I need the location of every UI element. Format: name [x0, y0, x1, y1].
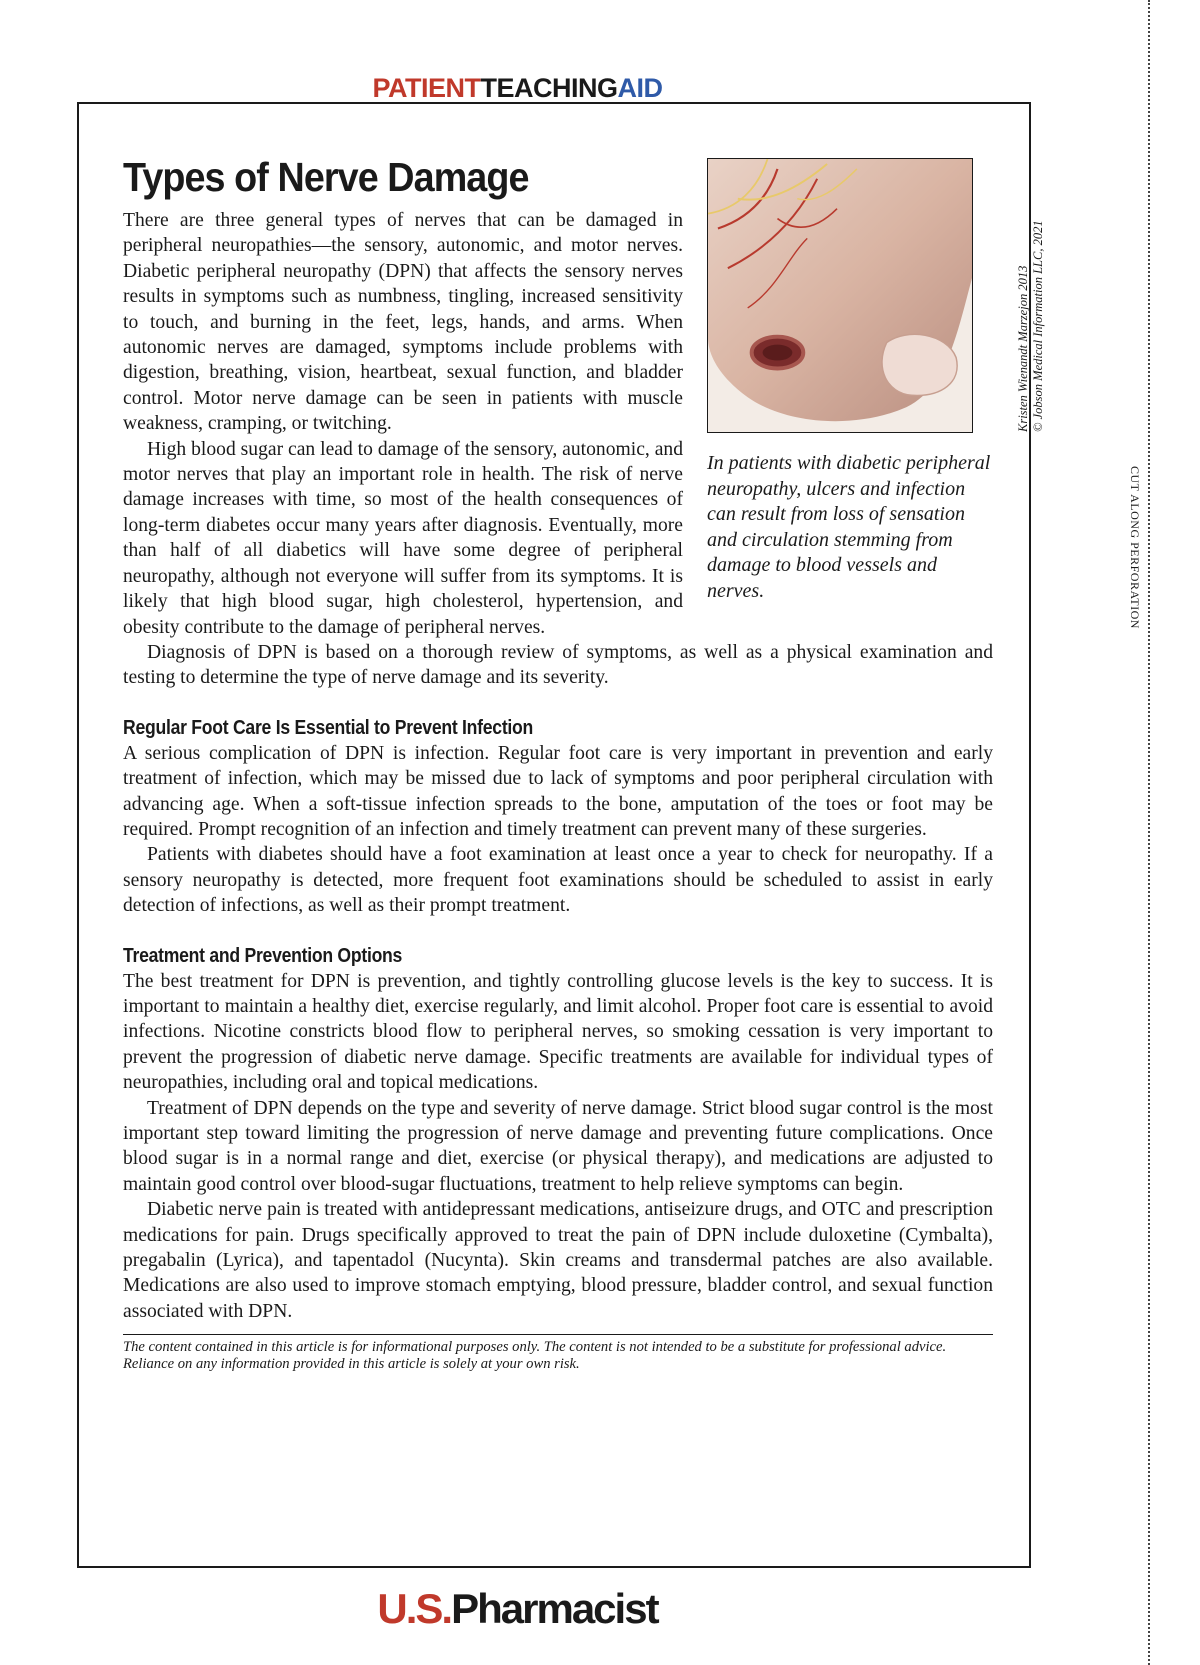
foot-care-paragraph-1: A serious complication of DPN is infection. Regular foot care is very important in prevention and early treatment of infection, which may be missed due to lack of symptoms and poor peripheral circulation with advancing age. When a soft-tissue infection spreads to the bone, amputation of the toes or foot may be required. Prompt recognition of an infection and timely treatment can prevent many of these surgeries. — [123, 742, 993, 840]
intro-paragraph-3: Diagnosis of DPN is based on a thorough review of symptoms, as well as a physical examination and testing to determine the type of nerve damage and its severity. — [123, 641, 993, 689]
logo-pharmacist: Pharmacist — [451, 1585, 658, 1632]
foot-care-paragraph-2: Patients with diabetes should have a foot examination at least once a year to check for neuropathy. If a sensory neuropathy is detected, more frequent foot examinations should be scheduled to assist in early detection of infections, as well as their prompt treatment. — [123, 844, 993, 917]
intro-paragraph-2: High blood sugar can lead to damage of the sensory, autonomic, and motor nerves that play an important role in health. The risk of nerve damage increases with time, so most of the health consequences of long-term diabetes occur many years after diagnosis. Eventually, more than half of all diabetics will have some degree of peripheral neuropathy, although not everyone will suffer from its symptoms. It is likely that high blood sugar, high cholesterol, hypertension, and obesity contribute to the damage of peripheral nerves. — [123, 438, 683, 638]
page-title: Types of Nerve Damage — [123, 154, 529, 200]
image-credit — [1016, 220, 1045, 433]
foot-care-heading: Regular Foot Care Is Essential to Prevent Infection — [123, 716, 534, 739]
article-content — [123, 150, 993, 1373]
image-credit-copyright: © Jobson Medical Information LLC, 2021 — [1031, 220, 1045, 432]
disclaimer-divider — [123, 1334, 993, 1335]
treatment-paragraph-1: The best treatment for DPN is prevention, and tightly controlling glucose levels is the key to success. It is important to maintain a healthy diet, exercise regularly, and limit alcohol. Proper foot care is essential to avoid infections. Nicotine constricts blood flow to peripheral nerves, so smoking cessation is very important to prevent the progression of diabetic nerve damage. Specific treatments are available for individual types of neuropathies, including oral and topical medications. — [123, 970, 993, 1094]
figure — [697, 150, 993, 604]
logo-us: U.S. — [377, 1585, 452, 1632]
header-title — [0, 72, 1035, 104]
cut-label-text: CUT ALONG PERFORATION — [1128, 466, 1142, 629]
treatment-paragraph-3: Diabetic nerve pain is treated with antidepressant medications, antiseizure drugs, and OTC and prescription medications for pain. Drugs specifically approved to treat the pain of DPN include duloxetine (Cymbalta), pregabalin (Lyrica), and tapentadol (Nucynta). Skin creams and transdermal patches are also available. Medications are also used to improve stomach emptying, blood pressure, bladder control, and sexual function associated with DPN. — [123, 1199, 993, 1322]
figure-caption: In patients with diabetic peripheral neuropathy, ulcers and infection can result from loss of sensation and circulation stemming from damage to blood vessels and nerves. — [707, 452, 991, 602]
cut-label — [1128, 466, 1143, 629]
header-title-aid: AID — [617, 73, 663, 103]
treatment-paragraph-2: Treatment of DPN depends on the type and severity of nerve damage. Strict blood sugar control is the most important step toward limiting the progression of nerve damage and preventing future complications. Once blood sugar is in a normal range and diet, exercise (or physical therapy), and medications are adjusted to maintain good control over blood-sugar fluctuations, treatment to help relieve symptoms can begin. — [123, 1097, 993, 1195]
disclaimer: The content contained in this article is for informational purposes only. The content is not intended to be a substitute for professional advice. Reliance on any information provided in this article is solely at your own risk. — [123, 1339, 947, 1373]
image-credit-artist: Kristen Wienandt Marzejon 2013 — [1016, 265, 1030, 432]
header-title-patient: PATIENT — [372, 73, 481, 103]
us-pharmacist-logo — [0, 1584, 1035, 1634]
header-title-teaching: TEACHING — [480, 73, 618, 103]
intro-paragraph-1: There are three general types of nerves that can be damaged in peripheral neuropathies—the sensory, autonomic, and motor nerves. Diabetic peripheral neuropathy (DPN) that affects the sensory nerves results in symptoms such as numbness, tingling, increased sensitivity to touch, and burning in the feet, legs, hands, and arms. When autonomic nerves are damaged, symptoms include problems with digestion, breathing, vision, heartbeat, sexual function, and bladder control. Motor nerve damage can be seen in patients with muscle weakness, cramping, or twitching. — [123, 210, 683, 435]
perforation-line — [1148, 0, 1150, 1665]
treatment-heading: Treatment and Prevention Options — [123, 944, 403, 967]
